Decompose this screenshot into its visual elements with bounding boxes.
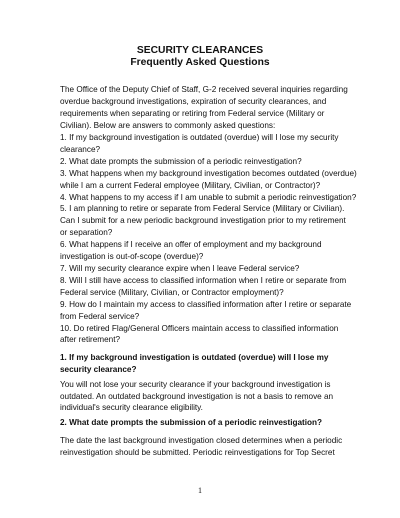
intro-line: requirements when separating or retiring from Federal service (Military or: [60, 109, 325, 118]
section-heading: [60, 352, 342, 375]
section-body-line: individual's security clearance eligibility.: [60, 403, 203, 412]
question-line: Federal service (Military, Civilian, or Contractor employment)?: [60, 287, 284, 297]
intro-line: Civilian). Below are answers to commonly asked questions:: [60, 121, 276, 130]
question-line: Can I submit for a new periodic background investigation prior to my retirement: [60, 216, 346, 226]
intro-paragraph: [60, 84, 348, 132]
section-body-line: reinvestigation should be submitted. Periodic reinvestigations for Top Secret: [60, 447, 335, 457]
question-line: after retirement?: [60, 335, 121, 345]
page-number: 1: [198, 486, 202, 495]
question-line: 9. How do I maintain my access to classified information after I retire or separate: [60, 299, 352, 309]
section-body-line: You will not lose your security clearance if your background investigation is: [60, 380, 331, 389]
section-heading-line: 2. What date prompts the submission of a periodic reinvestigation?: [60, 418, 323, 427]
question-line: 2. What date prompts the submission of a periodic reinvestigation?: [60, 156, 302, 166]
question-line: 3. What happens when my background investigation becomes outdated (overdue): [60, 168, 357, 178]
section-body: [60, 379, 345, 414]
question-line: from Federal service?: [60, 311, 140, 321]
question-list: [60, 132, 357, 346]
question-line: while I am a current Federal employee (Military, Civilian, or Contractor)?: [60, 180, 321, 190]
section-heading-line: 1. If my background investigation is outdated (overdue) will I lose my: [60, 353, 329, 362]
question-line: 4. What happens to my access if I am unable to submit a periodic reinvestigation?: [60, 192, 357, 202]
question-line: clearance?: [60, 144, 101, 154]
question-line: 5. I am planning to retire or separate from Federal Service (Military or Civilian).: [60, 204, 345, 214]
question-line: 7. Will my security clearance expire when I leave Federal service?: [60, 263, 300, 273]
intro-line: The Office of the Deputy Chief of Staff, G-2 received several inquiries regarding: [60, 85, 348, 94]
question-line: 10. Do retired Flag/General Officers maintain access to classified information: [60, 323, 339, 333]
section-body-line: outdated. An outdated background investigation is not a basis to remove an: [60, 391, 334, 401]
document-subtitle: Frequently Asked Questions: [130, 57, 270, 68]
section-body: [60, 435, 345, 458]
question-line: investigation is out-of-scope (overdue)?: [60, 252, 204, 262]
question-line: 1. If my background investigation is outdated (overdue) will I lose my security: [60, 133, 339, 142]
section-heading-line: security clearance?: [60, 364, 137, 374]
section-heading: [60, 417, 342, 429]
question-line: or separation?: [60, 228, 113, 238]
question-line: 8. Will I still have access to classified information when I retire or separate from: [60, 275, 347, 285]
question-line: 6. What happens if I receive an offer of employment and my background: [60, 240, 322, 250]
section-body-line: The date the last background investigation closed determines when a periodic: [60, 436, 343, 445]
document-title: SECURITY CLEARANCES: [136, 45, 264, 56]
intro-line: overdue background investigations, expiration of security clearances, and: [60, 97, 327, 106]
